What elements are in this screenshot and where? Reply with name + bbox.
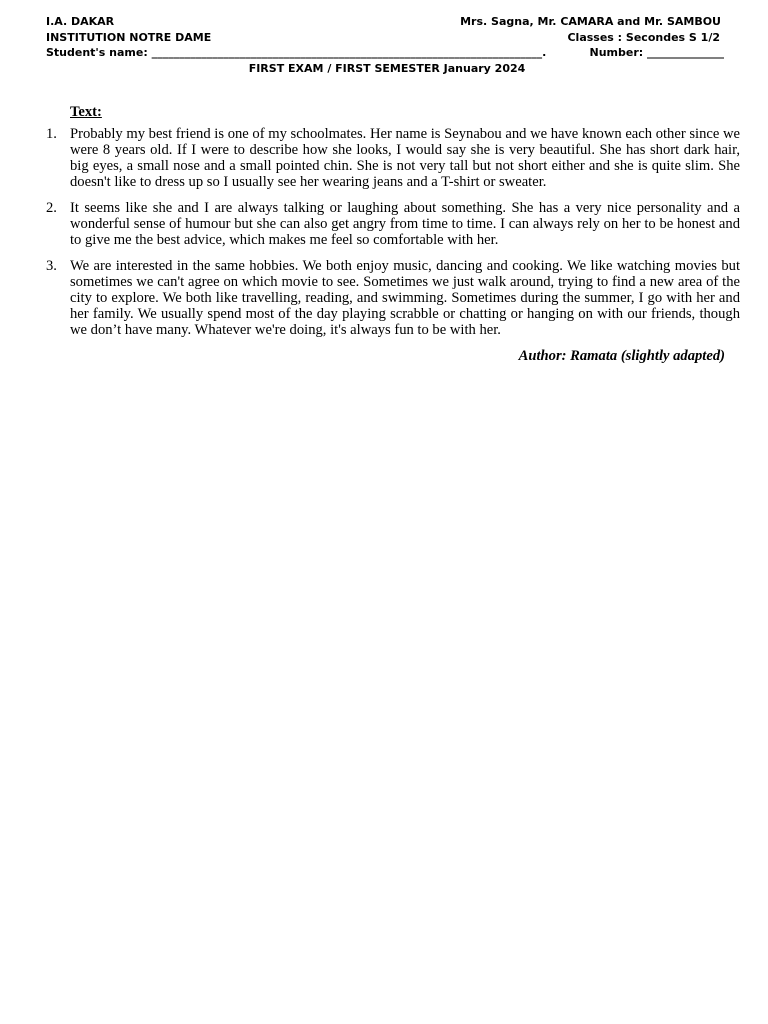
student-name-field: Student's name: _______________________________________________________________________. (46, 46, 547, 59)
text-heading: Text: (70, 104, 102, 120)
paragraph-number: 2. (46, 200, 57, 216)
author-credit: Author: Ramata (slightly adapted) (518, 348, 725, 364)
classes-label: Classes : Secondes S 1/2 (567, 30, 720, 44)
exam-header (46, 14, 724, 76)
student-number-field: Number: ______________ (589, 46, 724, 59)
reading-text (46, 104, 740, 364)
paragraph-body: Probably my best friend is one of my schoolmates. Her name is Seynabou and we have known each other since we were 8 years old. If I were to describe how she looks, I would say she is very beautiful. She has short dark hair, big eyes, a small nose and a small pointed chin. She is not very tall but not short either and she is quite slim. She doesn't like to dress up so I usually see her wearing jeans and a T-shirt or sweater. (70, 126, 740, 190)
paragraph-1 (46, 126, 740, 190)
header-row-2 (46, 30, 724, 46)
paragraph-number: 1. (46, 126, 57, 142)
institution-name: INSTITUTION NOTRE DAME (46, 30, 212, 44)
exam-title: FIRST EXAM / FIRST SEMESTER January 2024 (248, 61, 526, 75)
paragraph-body: We are interested in the same hobbies. We both enjoy music, dancing and cooking. We like watching movies but sometimes we can't agree on which movie to see. Sometimes we just walk around, trying to find a new area of the city to explore. We both like travelling, reading, and swimming. Sometimes during the summer, I go with her and her family. We usually spend most of the day playing scrabble or chatting or hanging on with our friends, though we don’t have many. Whatever we're doing, it's always fun to be with her. (70, 258, 740, 338)
paragraph-2 (46, 200, 740, 248)
paragraph-3 (46, 258, 740, 338)
header-row-1 (46, 14, 724, 30)
academy-name: I.A. DAKAR (46, 15, 115, 28)
teachers-names: Mrs. Sagna, Mr. CAMARA and Mr. SAMBOU (460, 15, 721, 28)
paragraph-body: It seems like she and I are always talking or laughing about something. She has a very nice personality and a wonderful sense of humour but she can also get angry from time to time. I can always rely on her to be honest and to give me the best advice, which makes me feel so comfortable with her. (70, 200, 740, 248)
header-row-3 (46, 45, 724, 61)
paragraph-number: 3. (46, 258, 57, 274)
